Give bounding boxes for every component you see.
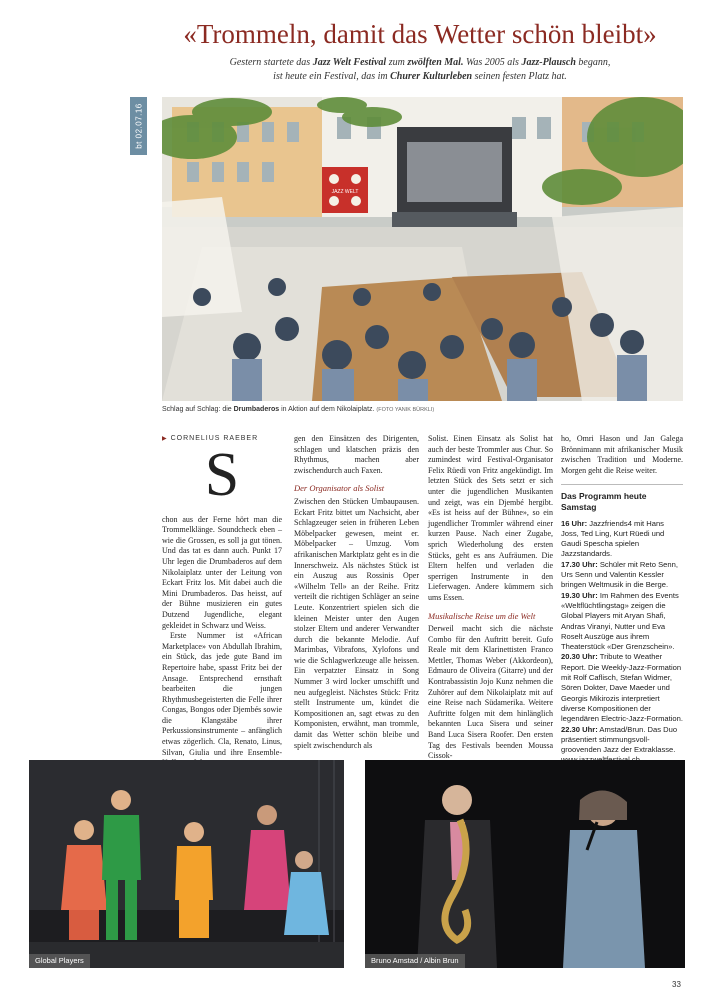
paragraph: gen den Einsätzen des Dirigenten, schlagen und klatschen präzis den Rhythmus, machen aber zwischendurch auch Faxen. bbox=[294, 434, 419, 475]
drop-cap: S bbox=[204, 440, 240, 509]
article-column-3 bbox=[428, 434, 553, 762]
program-list bbox=[561, 519, 683, 766]
program-item: 19.30 Uhr: Im Rahmen des Events «Weltflüchtlingstag» zeigen die Global Players mit Aryan Shafi, Andras Viranyi, Nutter und Eva Roselt Auszüge aus ihrem Theaterstück «Der Grenzschein». bbox=[561, 590, 679, 652]
date-tab: bt 02.07.16 bbox=[130, 97, 147, 155]
photo-amstad-brun bbox=[365, 760, 685, 968]
program-item: 22.30 Uhr: Amstad/Brun. Das Duo präsentiert stimmungsvoll-groovenden Jazz der Extraklasse. bbox=[561, 724, 678, 755]
headline: «Trommeln, damit das Wetter schön bleibt» bbox=[183, 19, 657, 49]
program-title: Das Programm heute Samstag bbox=[561, 484, 683, 512]
page-number: 33 bbox=[672, 980, 681, 989]
article-column-1 bbox=[162, 434, 282, 769]
subheading: Der Organisator als Solist bbox=[294, 483, 385, 494]
program-item: 20.30 Uhr: Tribute to Weather Report. Die Weekly-Jazz-Formation mit Rolf Caflisch, Stefan Widmer, Sören Dokter, Dave Maeder und Georgis Mikirozis interpretiert diverse Kompositionen der legendären Electric-Jazz-Formation. bbox=[561, 652, 683, 724]
article-column-4 bbox=[561, 434, 683, 766]
poster-sign-text: JAZZ WELT bbox=[331, 189, 359, 195]
photo-caption-right: Bruno Amstad / Albin Brun bbox=[365, 954, 465, 968]
paragraph: Erste Nummer ist «African Marketplace» von Abdullah Ibrahim, ein Stück, das jede gute Band im Repertoire habe, spasst Fritz bei der Ansage. Entsprechend ernsthaft bearbeiten die jungen Rhythmusbegeisterten die Felle ihrer Congas, Bongos oder Djembés sowie die Klangstäbe ihrer Perkussionsinstrumente – anfänglich etwas zögerlich. Cla, Renato, Linus, Silvan, Giulia und ihre Ensemble- bbox=[162, 631, 282, 757]
program-item: 16 Uhr: Jazzfriends4 mit Hans Joss, Ted Ling, Kurt Rüedi und Gaudi Spescha spielen Jazzstandards. bbox=[561, 518, 665, 559]
program-item: 17.30 Uhr: Schüler mit Reto Senn, Urs Senn und Valentin Kessler bringen Weltmusik in die Berge. bbox=[561, 559, 678, 590]
photo-caption-left: Global Players bbox=[29, 954, 90, 968]
author-line: ▶ CORNELIUS RAEBER bbox=[162, 435, 259, 442]
triangle-icon: ▶ bbox=[162, 436, 168, 442]
paragraph: chon aus der Ferne hört man die Trommelklänge. Soundcheck eben – wie die Grossen, es soll ja gut tönen. Und das tat es dann auch. Punkt 17 Uhr legen die Drumbaderos auf dem Nikolaiplatz unter der Leitung von Eckart Fritz los. Mit dabei auch die Mini Drumbaderos. Das heisst, auf der Bühne musizieren ein gutes Dutzend Jugendliche, elegant gekleidet in Schwarz und Weiss. bbox=[162, 514, 282, 630]
paragraph: ho, Omri Hason und Jan Galega Brönnimann mit afrikanischer Musik zwischen Tradition und Moderne. Morgen geht die Reise weiter. bbox=[561, 434, 683, 475]
photo-global-players bbox=[29, 760, 344, 968]
paragraph: Zwischen den Stücken Umbaupausen. Eckart Fritz bittet um Nachsicht, aber Schlagzeuger seien in früheren Leben Möbelpacker gewesen, meint er. Möbelpacker – Umzug. Vom afrikanischen Marktplatz geht es in die Innerschweiz. Als nächstes Stück ist ein Auszug aus Rossinis Oper «Wilhelm Tell» an der Reihe. Fritz verteilt die richtigen Schläger an seine Leute. Konzentriert spielen sich die kleinen Meister unter den Augen stolzer Eltern und anderer Verwandter durch die bekannte Melodie. Auf Marimbas, Vibrafons, Xylofons und wie die Schlagwerkzeuge alle heissen. Ein verpatzter Einsatz in Song Nummer 3 wird locker umschifft und neu aufgegleist. Nächstes Stück: Fritz stellt Instrumente um, kündet die Kompositionen an, sagt etwas zu den Komponisten, erwähnt, man trommle, damit das Wetter schön bleibe und spielt zwischendurch als bbox=[294, 496, 419, 750]
subheading: Musikalische Reise um die Welt bbox=[428, 610, 536, 621]
paragraph: Derweil macht sich die nächste Combo für den Auftritt bereit. Gufo Reale mit dem Klarinettisten Franco Mettler, Thomas Weber (Akkordeon), Edmauro de Oliveira (Gitarre) und der Kontrabassistin Jojo Kunz nehmen die Zuhörer auf dem Nikolaiplatz mit auf eine Reise nach Südamerika. Weitere Auftritte folgen mit dem hinlänglich bekannten Luca Sisera und seiner Band Luca Sisera Roofer. Den ersten Tag des Festivals beenden Moussa Cissok- bbox=[428, 624, 553, 761]
paragraph: Solist. Einen Einsatz als Solist hat auch der beste Trommler aus Chur. So zumindest wird Festival-Organisator Felix Rüedi von Fritz angekündigt. Im letzten Stück des Sets setzt er sich unter die jugendlichen Musikanten und zeigt, was ein Djembé hergibt. «Es ist heiss auf der Bühne», so ein jugendlicher Trommler während einer kurzen Pause. Nach einer Zugabe, sprich Wiederholung des ersten Stücks, geht es ans Aufräumen. Die Eltern helfen und verladen die sperrigen Instrumente in den Lieferwagen. Andere kümmern sich ums Essen. bbox=[428, 434, 553, 602]
main-photo bbox=[162, 97, 683, 401]
main-photo-caption: Schlag auf Schlag: die Drumbaderos in Aktion auf dem Nikolaiplatz. (FOTO YANIK BÜRKLI) bbox=[162, 406, 435, 413]
lead-text: Gestern startete das Jazz Welt Festival zum zwölften Mal. Was 2005 als Jazz-Plausch begann, ist heute ein Festival, das im Churer Kulturleben seinen festen Platz hat. bbox=[229, 57, 611, 82]
article-column-2 bbox=[294, 434, 419, 751]
